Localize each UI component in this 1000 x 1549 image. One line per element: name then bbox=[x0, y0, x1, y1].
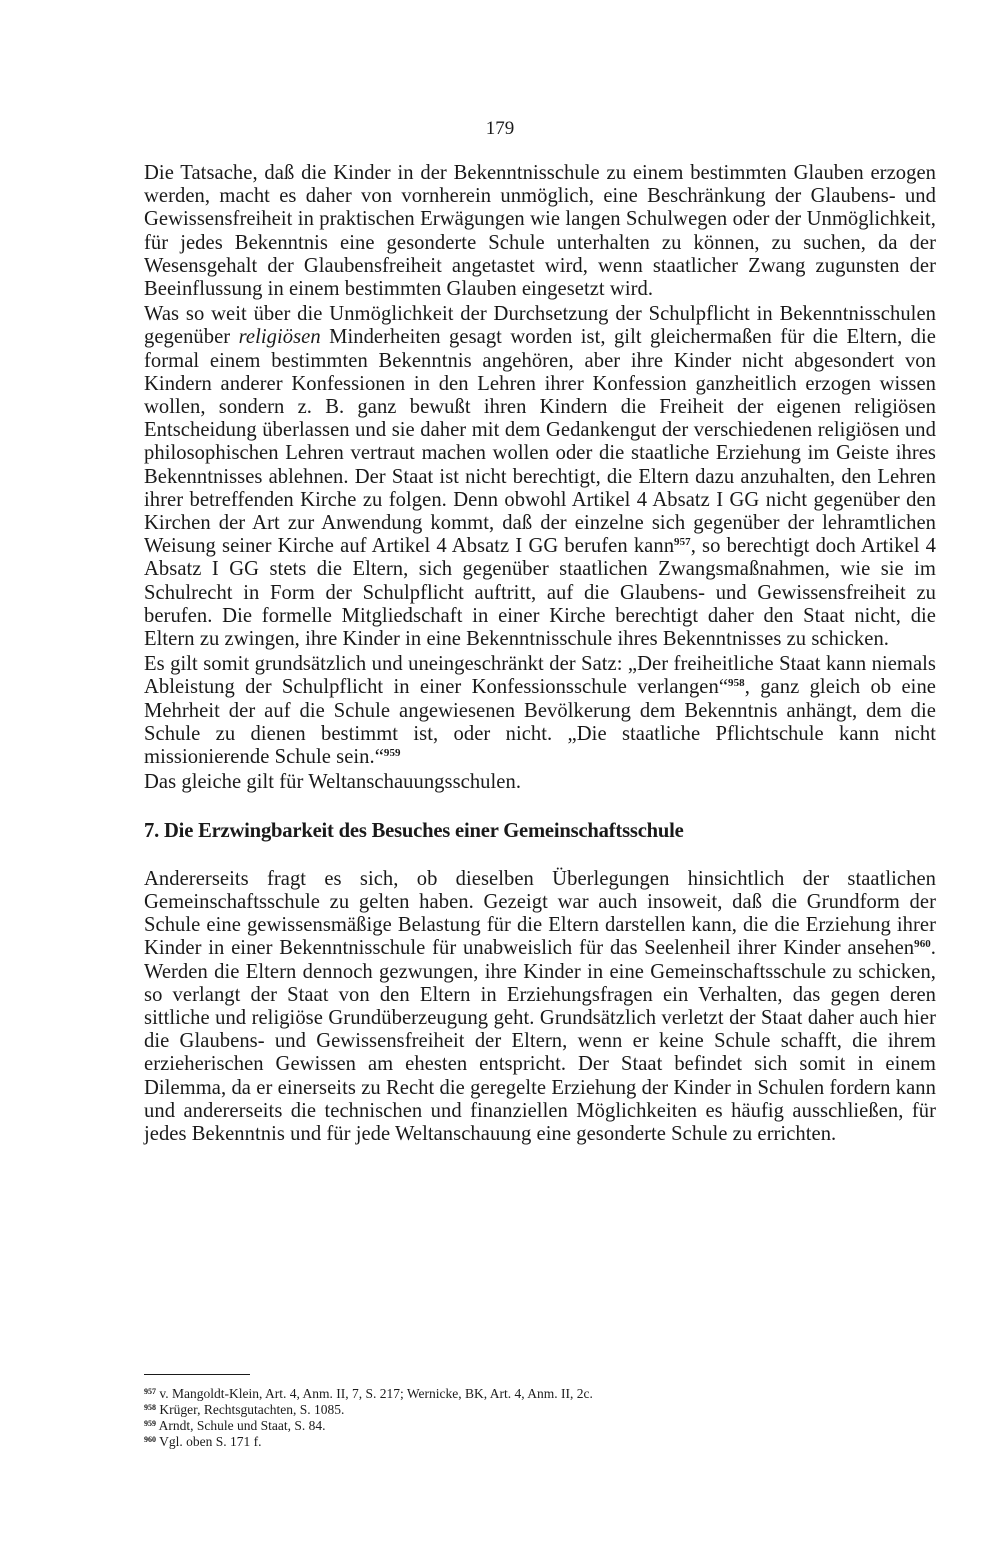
footnote-number: 959 bbox=[144, 1419, 156, 1428]
footnote bbox=[144, 1418, 844, 1434]
footnote-number: 960 bbox=[144, 1435, 156, 1444]
paragraph bbox=[144, 771, 936, 794]
footnote-ref: 957 bbox=[674, 536, 691, 549]
footnote-ref: 960 bbox=[914, 938, 931, 951]
footnote-text: v. Mangoldt-Klein, Art. 4, Anm. II, 7, S. 217; Wernicke, BK, Art. 4, Anm. II, 2c. bbox=[156, 1386, 593, 1401]
body-text bbox=[144, 162, 936, 1146]
text-run: Andererseits fragt es sich, ob dieselben Überlegungen hinsichtlich der staatlichen Gemeinschaftsschule zu gelten haben. Gezeigt war auch insoweit, daß die Grundform der Schule eine gewissensmäßige Belastung für die Eltern darstellen kann, die die Erziehung ihrer Kinder in einer Bekenntnisschule für unabweislich für das Seelenheil ihrer Kinder ansehen bbox=[144, 867, 936, 960]
footnotes bbox=[144, 1386, 844, 1450]
text-run: , so berechtigt doch Artikel 4 Absatz I GG stets die Eltern, sich gegenüber staatlichen Zwangsmaßnahmen, wie sie im Schulrecht in Form der Schulpflicht auftritt, auf die Glaubens- und Gewissensfreiheit zu berufen. Die formelle Mitgliedschaft in einer Kirche berechtigt daher den Staat nicht, die Eltern zu zwingen, ihre Kinder in eine Bekenntnisschule ihres Bekenntnisses zu schicken. bbox=[144, 535, 936, 651]
text-run: , ganz gleich ob eine Mehrheit der auf die Schule angewiesenen Bevölkerung dem Bekenntnis anhängt, dem die Schule zu dienen bestimmt ist, oder nicht. „Die staatliche Pflichtschule kann nicht missionierende Schule sein.“ bbox=[144, 676, 936, 769]
text-run: Minderheiten gesagt worden ist, gilt gleichermaßen für die Eltern, die formal einem bestimmten Bekenntnis angehören, aber ihre Kinder nicht abgesondert von Kindern anderer Konfessionen in den Lehren ihrer Konfession ganzheitlich erzogen wissen wollen, sondern z. B. ganz bewußt ihren Kindern die Freiheit der eigenen religiösen Entscheidung überlassen und sie daher mit dem Gedankengut der verschiedenen religiösen und philosophischen Lehren vertraut machen wollen oder die staatliche Erziehung im Geiste ihres Bekenntnisses ablehnen. Der Staat ist nicht berechtigt, die Eltern dazu anzuhalten, den Lehren ihrer betreffenden Kirche zu folgen. Denn obwohl Artikel 4 Absatz I GG nicht gegenüber den Kirchen der Art zur Anwendung kommt, daß der einzelne sich gegenüber der lehramtlichen Weisung seiner Kirche auf Artikel 4 Absatz I GG berufen kann bbox=[144, 326, 936, 558]
paragraph bbox=[144, 868, 936, 1146]
footnote-ref: 958 bbox=[728, 677, 745, 690]
section-before-heading bbox=[144, 162, 936, 794]
footnote bbox=[144, 1386, 844, 1402]
paragraph bbox=[144, 653, 936, 769]
footnote-number: 957 bbox=[144, 1387, 156, 1396]
text-run: Es gilt somit grundsätzlich und uneingeschränkt der Satz: „Der freiheitliche Staat kann niemals Ableistung der Schulpflicht in einer Konfessionsschule verlangen“ bbox=[144, 653, 936, 699]
paragraph bbox=[144, 162, 936, 301]
paragraph bbox=[144, 303, 936, 651]
section-after-heading bbox=[144, 868, 936, 1146]
footnote-number: 958 bbox=[144, 1403, 156, 1412]
text-run: Die Tatsache, daß die Kinder in der Bekenntnisschule zu einem bestimmten Glauben erzogen werden, macht es daher von vornherein unmöglich, eine Beschränkung der Glaubens- und Gewissensfreiheit in praktischen Erwägungen wie langen Schulwegen oder der Unmöglichkeit, für jedes Bekenntnis eine gesonderte Schule unterhalten zu können, zu suchen, da der Wesensgehalt der Glaubensfreiheit angetastet wird, wenn staatlicher Zwang zugunsten der Beeinflussung in einem bestimmten Glauben eingesetzt wird. bbox=[144, 162, 936, 301]
text-run: Das gleiche gilt für Weltanschauungsschulen. bbox=[144, 771, 522, 794]
section-heading: 7. Die Erzwingbarkeit des Besuches einer Gemeinschaftsschule bbox=[144, 820, 684, 843]
text-run: . Werden die Eltern dennoch gezwungen, ihre Kinder in eine Gemeinschaftsschule zu schicken, so verlangt der Staat von den Eltern in Erziehungsfragen ein Verhalten, das gegen deren sittliche und religiöse Grundüberzeugung geht. Grundsätzlich verletzt der Staat daher auch hier die Glaubens- und Gewissensfreiheit der Eltern, wenn er keine Schule schafft, die ihrem erzieherischen Gewissen am ehesten entspricht. Der Staat befindet sich somit in einem Dilemma, da er einerseits zu Recht die geregelte Erziehung der Kinder in Schulen fordern kann und andererseits die technischen und finanziellen Möglichkeiten es häufig ausschließen, für jedes Bekenntnis und für jede Weltanschauung eine gesonderte Schule zu errichten. bbox=[144, 937, 936, 1145]
footnote-text: Krüger, Rechtsgutachten, S. 1085. bbox=[156, 1402, 345, 1417]
footnote-text: Vgl. oben S. 171 f. bbox=[156, 1434, 262, 1449]
emphasis: religiösen bbox=[238, 326, 321, 349]
footnote bbox=[144, 1402, 844, 1418]
footnote-text: Arndt, Schule und Staat, S. 84. bbox=[156, 1418, 326, 1433]
footnote-ref: 959 bbox=[383, 747, 401, 760]
text-run: Was so weit über die Unmöglichkeit der Durchsetzung der Schulpflicht in Bekenntnisschulen gegenüber bbox=[144, 303, 936, 349]
footnote-divider bbox=[144, 1374, 250, 1375]
footnote bbox=[144, 1434, 844, 1450]
page-number: 179 bbox=[485, 118, 515, 139]
